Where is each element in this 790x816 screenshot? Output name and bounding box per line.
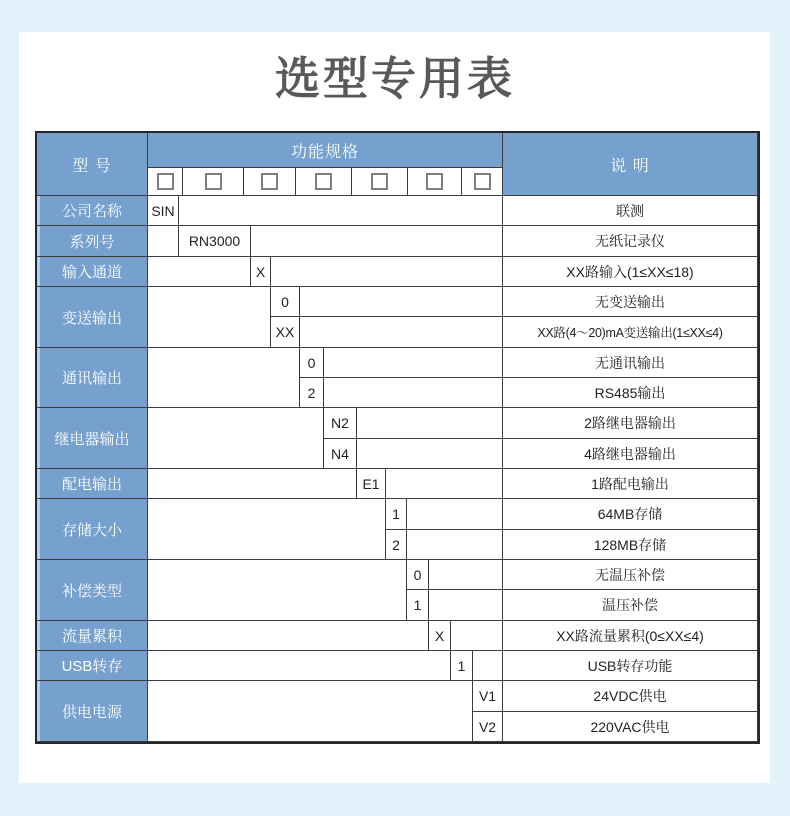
row-label-compensation-type: 补偿类型 (37, 560, 148, 621)
code-cell-supply-v2: V2 (473, 712, 503, 742)
spacer-cell (451, 621, 503, 651)
desc-cell: XX路输入(1≤XX≤18) (503, 257, 758, 287)
row-label-comm-output: 通讯输出 (37, 348, 148, 408)
model-code-box[interactable] (244, 168, 296, 196)
code-cell-storage-2: 2 (386, 530, 407, 560)
checkbox-icon (474, 173, 491, 190)
header-model: 型 号 (37, 133, 148, 196)
code-cell-comp-0: 0 (407, 560, 429, 590)
desc-cell: XX路(4～20)mA变送输出(1≤XX≤4) (503, 317, 758, 348)
code-cell-input-x: X (251, 257, 271, 287)
code-cell-relay-n4: N4 (324, 439, 357, 469)
spacer-cell (300, 287, 503, 317)
desc-cell: 无纸记录仪 (503, 226, 758, 257)
spacer-cell (429, 590, 503, 621)
code-cell-rn3000: RN3000 (179, 226, 251, 257)
checkbox-icon (205, 173, 222, 190)
model-code-box[interactable] (148, 168, 183, 196)
code-cell-relay-n2: N2 (324, 408, 357, 439)
spacer-cell (386, 469, 503, 499)
checkbox-icon (426, 173, 443, 190)
code-cell-comm-2: 2 (300, 378, 324, 408)
code-cell-transmit-0: 0 (271, 287, 300, 317)
desc-cell: 128MB存储 (503, 530, 758, 560)
spacer-cell (251, 226, 503, 257)
spacer-cell (148, 560, 407, 621)
spacer-cell (148, 621, 429, 651)
desc-cell: 64MB存储 (503, 499, 758, 530)
row-label-power-supply: 供电电源 (37, 681, 148, 742)
row-label-storage-size: 存储大小 (37, 499, 148, 560)
desc-cell: XX路流量累积(0≤XX≤4) (503, 621, 758, 651)
spacer-cell (473, 651, 503, 681)
header-spec: 功能规格 (148, 133, 503, 168)
desc-cell: 联测 (503, 196, 758, 226)
checkbox-icon (315, 173, 332, 190)
model-code-box[interactable] (462, 168, 503, 196)
spacer-cell (148, 257, 251, 287)
spacer-cell (271, 257, 503, 287)
spacer-cell (148, 651, 451, 681)
spacer-cell (324, 378, 503, 408)
row-label-flow-accumulation: 流量累积 (37, 621, 148, 651)
desc-cell: 无温压补偿 (503, 560, 758, 590)
model-code-box[interactable] (352, 168, 408, 196)
model-code-box[interactable] (408, 168, 462, 196)
row-label-transmit-output: 变送输出 (37, 287, 148, 348)
checkbox-icon (157, 173, 174, 190)
desc-cell: 1路配电输出 (503, 469, 758, 499)
model-code-box[interactable] (296, 168, 352, 196)
checkbox-icon (371, 173, 388, 190)
code-cell-comm-0: 0 (300, 348, 324, 378)
spacer-cell (148, 469, 357, 499)
spacer-cell (357, 408, 503, 439)
desc-cell: 无变送输出 (503, 287, 758, 317)
spacer-cell (148, 408, 324, 469)
selection-table (37, 133, 758, 742)
spacer-cell (148, 287, 271, 348)
header-desc: 说 明 (503, 133, 758, 196)
desc-cell: 温压补偿 (503, 590, 758, 621)
code-cell-flow-x: X (429, 621, 451, 651)
spacer-cell (300, 317, 503, 348)
desc-cell: 无通讯输出 (503, 348, 758, 378)
spacer-cell (407, 530, 503, 560)
desc-cell: 4路继电器输出 (503, 439, 758, 469)
spacer-cell (148, 499, 386, 560)
spacer-cell (357, 439, 503, 469)
spacer-cell (148, 226, 179, 257)
desc-cell: 220VAC供电 (503, 712, 758, 742)
model-code-box[interactable] (183, 168, 244, 196)
row-label-company-name: 公司名称 (37, 196, 148, 226)
spacer-cell (407, 499, 503, 530)
code-cell-supply-v1: V1 (473, 681, 503, 712)
desc-cell: RS485输出 (503, 378, 758, 408)
checkbox-icon (261, 173, 278, 190)
row-label-input-channels: 输入通道 (37, 257, 148, 287)
desc-cell: 24VDC供电 (503, 681, 758, 712)
page-title: 选型专用表 (274, 53, 515, 104)
row-label-relay-output: 继电器输出 (37, 408, 148, 469)
code-cell-sin: SIN (148, 196, 179, 226)
desc-cell: 2路继电器输出 (503, 408, 758, 439)
spacer-cell (148, 348, 300, 408)
row-label-usb-transfer: USB转存 (37, 651, 148, 681)
spacer-cell (179, 196, 503, 226)
code-cell-usb-1: 1 (451, 651, 473, 681)
desc-cell: USB转存功能 (503, 651, 758, 681)
spacer-cell (148, 681, 473, 742)
code-cell-powerdist-e1: E1 (357, 469, 386, 499)
code-cell-storage-1: 1 (386, 499, 407, 530)
spacer-cell (324, 348, 503, 378)
row-label-power-dist-output: 配电输出 (37, 469, 148, 499)
spacer-cell (429, 560, 503, 590)
code-cell-transmit-xx: XX (271, 317, 300, 348)
row-label-series: 系列号 (37, 226, 148, 257)
code-cell-comp-1: 1 (407, 590, 429, 621)
